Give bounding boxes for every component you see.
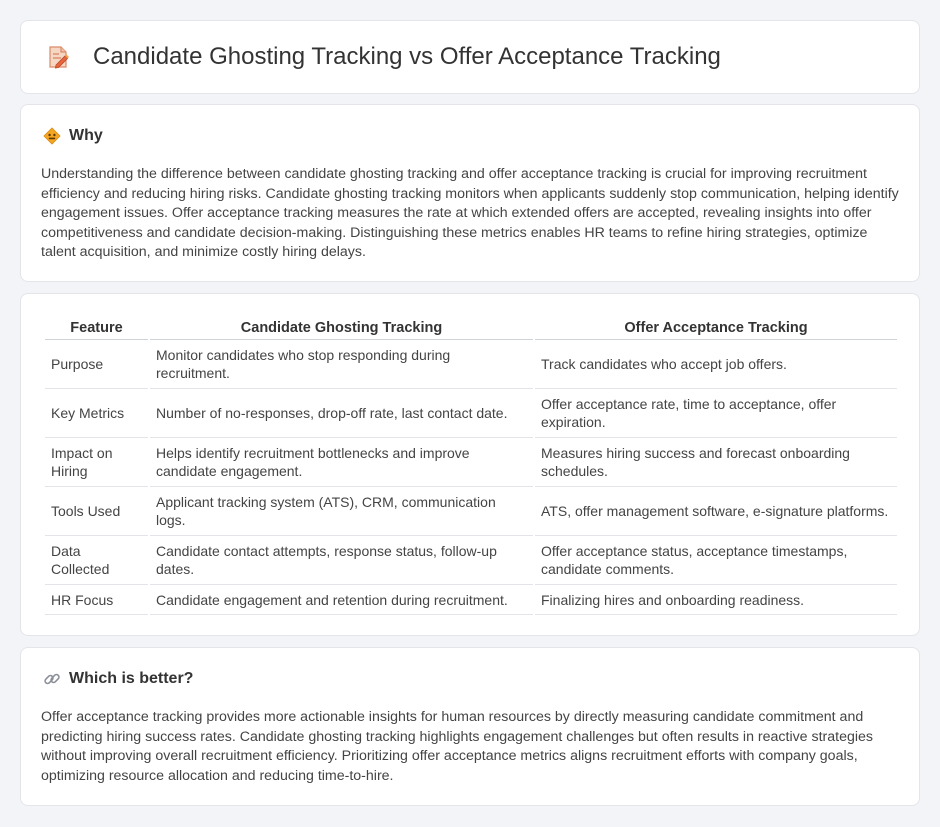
comparison-card	[20, 293, 920, 636]
row-feature: Key Metrics	[45, 389, 148, 438]
better-heading: Which is better?	[69, 670, 194, 687]
row-feature: Purpose	[45, 340, 148, 389]
why-card	[20, 104, 920, 282]
table-header-row	[45, 314, 897, 340]
row-ghosting: Applicant tracking system (ATS), CRM, communication logs.	[150, 487, 533, 536]
row-feature: HR Focus	[45, 585, 148, 615]
table-row	[45, 389, 897, 438]
row-ghosting: Candidate engagement and retention during recruitment.	[150, 585, 533, 615]
comparison-table	[43, 314, 899, 615]
better-card	[20, 647, 920, 806]
row-offer: Finalizing hires and onboarding readiness.	[535, 585, 897, 615]
title-card	[20, 20, 920, 94]
row-ghosting: Candidate contact attempts, response status, follow-up dates.	[150, 536, 533, 585]
table-row	[45, 536, 897, 585]
link-icon	[43, 670, 61, 688]
header-feature: Feature	[45, 314, 148, 340]
table-row	[45, 487, 897, 536]
why-text: Understanding the difference between candidate ghosting tracking and offer acceptance tracking is crucial for improving recruitment efficiency and reducing hiring risks. Candidate ghosting tracking monitors when applicants suddenly stop communication, helping identify engagement issues. Offer acceptance tracking measures the rate at which extended offers are accepted, revealing insights into offer competitiveness and candidate decision-making. Distinguishing these metrics enables HR teams to refine hiring strategies, optimize talent acquisition, and minimize costly hiring delays.	[41, 166, 899, 260]
table-row	[45, 340, 897, 389]
better-text: Offer acceptance tracking provides more actionable insights for human resources by directly measuring candidate commitment and predicting hiring success rates. Candidate ghosting tracking highlights engagement challenges but often results in reactive strategies without improving overall recruitment efficiency. Prioritizing offer acceptance metrics aligns recruitment efforts with company goals, optimizing resource allocation and reducing time-to-hire.	[41, 709, 874, 784]
better-heading-row	[43, 670, 193, 688]
row-feature: Impact on Hiring	[45, 438, 148, 487]
row-ghosting: Monitor candidates who stop responding during recruitment.	[150, 340, 533, 389]
row-offer: ATS, offer management software, e-signature platforms.	[535, 487, 897, 536]
row-feature: Tools Used	[45, 487, 148, 536]
row-offer: Offer acceptance rate, time to acceptance, offer expiration.	[535, 389, 897, 438]
header-ghosting: Candidate Ghosting Tracking	[150, 314, 533, 340]
table-row	[45, 438, 897, 487]
row-offer: Measures hiring success and forecast onboarding schedules.	[535, 438, 897, 487]
document-edit-icon	[45, 44, 71, 70]
row-offer: Offer acceptance status, acceptance timestamps, candidate comments.	[535, 536, 897, 585]
header-offer: Offer Acceptance Tracking	[535, 314, 897, 340]
row-offer: Track candidates who accept job offers.	[535, 340, 897, 389]
why-heading-row	[43, 127, 103, 145]
page-title: Candidate Ghosting Tracking vs Offer Acceptance Tracking	[93, 43, 721, 70]
title-row	[45, 43, 721, 71]
diamond-warning-icon	[43, 127, 61, 145]
row-ghosting: Helps identify recruitment bottlenecks and improve candidate engagement.	[150, 438, 533, 487]
why-heading: Why	[69, 127, 103, 144]
row-ghosting: Number of no-responses, drop-off rate, last contact date.	[150, 389, 533, 438]
row-feature: Data Collected	[45, 536, 148, 585]
table-row	[45, 585, 897, 615]
